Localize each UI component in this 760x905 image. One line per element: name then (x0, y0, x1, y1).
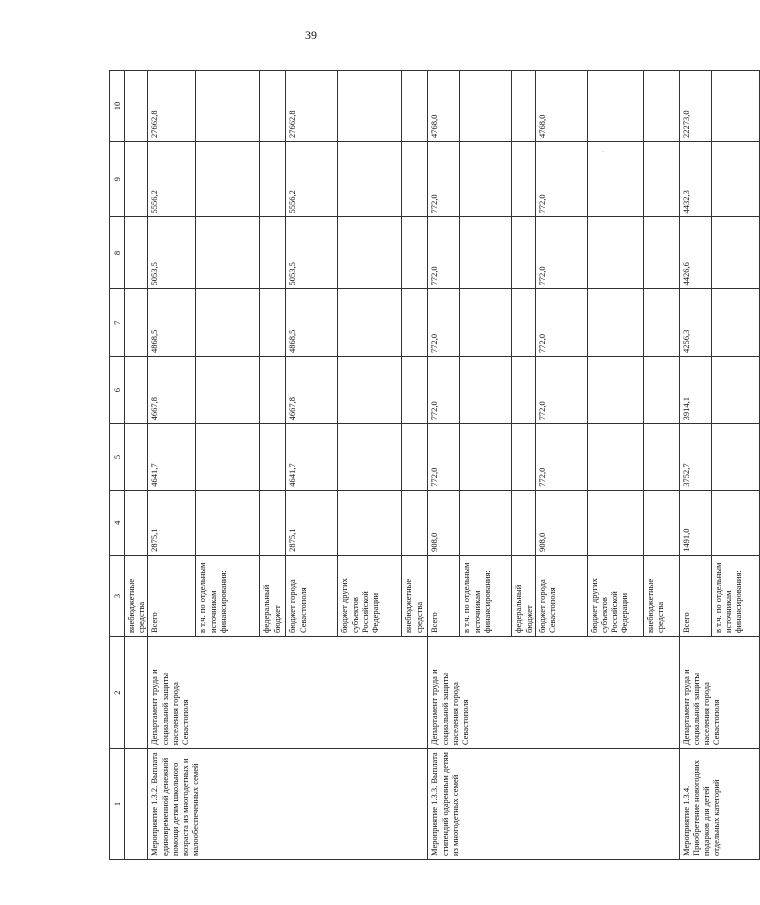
amount-cell: 5053,5 (286, 217, 338, 289)
amount-cell (587, 141, 643, 216)
amount-cell (643, 217, 679, 289)
amount-cell (196, 141, 260, 216)
amount-cell (196, 289, 260, 356)
amount-cell (338, 289, 402, 356)
amount-cell (402, 356, 428, 423)
column-header: 7 (110, 289, 125, 356)
funding-source-cell: Всего (679, 555, 711, 636)
amount-cell: 4641,7 (148, 424, 196, 490)
column-header: 3 (110, 555, 125, 636)
amount-cell (643, 356, 679, 423)
amount-cell: 2875,1 (286, 490, 338, 555)
amount-cell: 772,0 (428, 424, 460, 490)
amount-cell (402, 490, 428, 555)
amount-cell: 5556,2 (286, 141, 338, 216)
funding-source-cell: Всего (428, 555, 460, 636)
amount-cell (338, 141, 402, 216)
funding-source-cell: внебюджетные средства (402, 555, 428, 636)
measure-cell (125, 749, 148, 860)
amount-cell (125, 217, 148, 289)
funding-source-cell: бюджет других субъектов Российской Федерации (338, 555, 402, 636)
funding-source-cell: внебюджетные средства (125, 555, 148, 636)
amount-cell: 772,0 (535, 289, 587, 356)
amount-cell: 5556,2 (148, 141, 196, 216)
amount-cell (587, 424, 643, 490)
budget-table-rotated (109, 70, 744, 860)
column-header: 10 (110, 71, 125, 142)
amount-cell: 4868,5 (148, 289, 196, 356)
table-row (148, 71, 196, 860)
amount-cell (196, 356, 260, 423)
amount-cell: 27662,8 (148, 71, 196, 142)
amount-cell: 4868,5 (286, 289, 338, 356)
amount-cell (643, 289, 679, 356)
amount-cell (711, 71, 759, 142)
amount-cell: 4256,3 (679, 289, 711, 356)
column-header: 9 (110, 141, 125, 216)
amount-cell (711, 356, 759, 423)
amount-cell (587, 71, 643, 142)
column-header: 2 (110, 637, 125, 749)
amount-cell: 1491,0 (679, 490, 711, 555)
amount-cell (402, 217, 428, 289)
funding-source-cell: в т.ч. по отдельным источникам финансирования: (196, 555, 260, 636)
amount-cell: 772,0 (535, 141, 587, 216)
measure-cell: Мероприятие 1.3.3. Выплата стипендий одаренным детям из многодетных семей (428, 749, 679, 860)
amount-cell: 4667,8 (148, 356, 196, 423)
amount-cell: 772,0 (428, 217, 460, 289)
amount-cell: 3914,1 (679, 356, 711, 423)
amount-cell (711, 424, 759, 490)
amount-cell (643, 71, 679, 142)
amount-cell (512, 141, 535, 216)
funding-source-cell: в т.ч. по отдельным источникам финансирования: (460, 555, 512, 636)
amount-cell (338, 424, 402, 490)
department-cell: Департамент труда и социальной защиты населения города Севастополя (428, 637, 679, 749)
amount-cell (512, 71, 535, 142)
amount-cell (260, 490, 286, 555)
table-body (125, 71, 760, 860)
amount-cell (125, 141, 148, 216)
amount-cell (460, 424, 512, 490)
funding-source-cell: бюджет других субъектов Российской Федерации (587, 555, 643, 636)
amount-cell (260, 71, 286, 142)
amount-cell: 908,0 (428, 490, 460, 555)
amount-cell (512, 356, 535, 423)
column-header: 4 (110, 490, 125, 555)
amount-cell (512, 490, 535, 555)
amount-cell: 3752,7 (679, 424, 711, 490)
measure-cell: Мероприятие 1.3.4. Приобретение новогодних подарков для детей отдельных категорий (679, 749, 759, 860)
amount-cell (587, 217, 643, 289)
amount-cell (643, 490, 679, 555)
amount-cell (460, 141, 512, 216)
amount-cell (260, 141, 286, 216)
department-cell: Департамент труда и социальной защиты населения города Севастополя (148, 637, 428, 749)
amount-cell (125, 71, 148, 142)
amount-cell (512, 217, 535, 289)
amount-cell: 908,0 (535, 490, 587, 555)
amount-cell: 27662,8 (286, 71, 338, 142)
amount-cell (196, 490, 260, 555)
amount-cell (338, 71, 402, 142)
funding-source-cell: в т.ч. по отдельным источникам финансирования: (711, 555, 759, 636)
amount-cell (512, 289, 535, 356)
page-number: 39 (305, 28, 317, 42)
amount-cell: 4667,8 (286, 356, 338, 423)
amount-cell (338, 490, 402, 555)
amount-cell (338, 356, 402, 423)
amount-cell (260, 217, 286, 289)
header-row (110, 71, 125, 860)
funding-source-cell: бюджет города Севастополя (286, 555, 338, 636)
column-header: 1 (110, 749, 125, 860)
department-cell: Департамент труда и социальной защиты населения города Севастополя (679, 637, 759, 749)
amount-cell (196, 217, 260, 289)
amount-cell (460, 71, 512, 142)
amount-cell (460, 490, 512, 555)
column-header: 6 (110, 356, 125, 423)
funding-source-cell: Всего (148, 555, 196, 636)
amount-cell (125, 424, 148, 490)
amount-cell (587, 356, 643, 423)
amount-cell (402, 424, 428, 490)
amount-cell: 772,0 (535, 424, 587, 490)
amount-cell (711, 289, 759, 356)
amount-cell: 5053,5 (148, 217, 196, 289)
amount-cell (711, 217, 759, 289)
amount-cell (196, 424, 260, 490)
amount-cell (402, 71, 428, 142)
amount-cell (260, 289, 286, 356)
amount-cell: 772,0 (535, 217, 587, 289)
amount-cell (125, 289, 148, 356)
amount-cell (460, 217, 512, 289)
amount-cell: 4768,0 (428, 71, 460, 142)
amount-cell (338, 217, 402, 289)
funding-source-cell: бюджет города Севастополя (535, 555, 587, 636)
amount-cell: 4641,7 (286, 424, 338, 490)
amount-cell (402, 141, 428, 216)
amount-cell (512, 424, 535, 490)
funding-source-cell: внебюджетные средства (643, 555, 679, 636)
funding-source-cell: федеральный бюджет (512, 555, 535, 636)
amount-cell: 22273,0 (679, 71, 711, 142)
measure-cell: Мероприятие 1.3.2. Выплата единовременной денежной помощи детям школьного возраста из многодетных и малообеспеченных семей (148, 749, 428, 860)
amount-cell (125, 490, 148, 555)
amount-cell: 4426,6 (679, 217, 711, 289)
amount-cell (587, 490, 643, 555)
amount-cell: 772,0 (535, 356, 587, 423)
amount-cell: 4432,3 (679, 141, 711, 216)
amount-cell (260, 424, 286, 490)
column-header: 5 (110, 424, 125, 490)
department-cell (125, 637, 148, 749)
amount-cell: 772,0 (428, 289, 460, 356)
amount-cell: 772,0 (428, 356, 460, 423)
amount-cell (587, 289, 643, 356)
amount-cell (125, 356, 148, 423)
amount-cell: 2875,1 (148, 490, 196, 555)
amount-cell (643, 141, 679, 216)
amount-cell (711, 141, 759, 216)
column-header: 8 (110, 217, 125, 289)
amount-cell (260, 356, 286, 423)
amount-cell (460, 356, 512, 423)
table-row (125, 71, 148, 860)
amount-cell (711, 490, 759, 555)
amount-cell (460, 289, 512, 356)
scan-artifact: · (602, 148, 605, 156)
funding-source-cell: федеральный бюджет (260, 555, 286, 636)
amount-cell (402, 289, 428, 356)
table-row (679, 71, 711, 860)
amount-cell: 772,0 (428, 141, 460, 216)
amount-cell (196, 71, 260, 142)
amount-cell: 4768,0 (535, 71, 587, 142)
table-row (428, 71, 460, 860)
budget-table (109, 70, 760, 860)
amount-cell (643, 424, 679, 490)
